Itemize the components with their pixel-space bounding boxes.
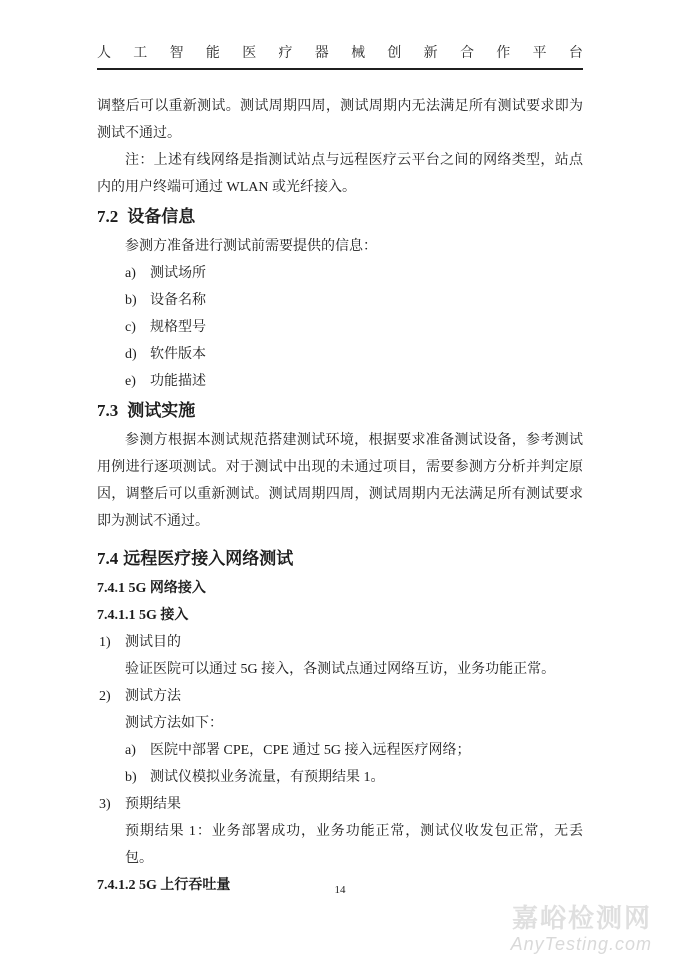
item-3-body: 预期结果 1：业务部署成功，业务功能正常，测试仪收发包正常，无丢包。	[125, 824, 583, 866]
section-title: 远程医疗接入网络测试	[123, 549, 294, 568]
list-item	[97, 287, 583, 314]
sub-list-item	[97, 764, 583, 791]
list-marker: b)	[125, 770, 137, 785]
watermark	[511, 903, 652, 955]
item-marker: 3)	[99, 797, 111, 812]
item-title: 测试方法	[125, 689, 181, 704]
item-1-body: 验证医院可以通过 5G 接入，各测试点通过网络互访，业务功能正常。	[125, 662, 556, 677]
list-item	[97, 314, 583, 341]
page-number: 14	[334, 884, 346, 896]
item-marker: 1)	[99, 635, 111, 650]
section-number: 7.2	[97, 207, 119, 226]
section-heading-7-2	[97, 201, 583, 233]
list-item-text: 设备名称	[150, 293, 206, 308]
watermark-url: AnyTesting.com	[510, 934, 652, 954]
section-number: 7.4	[97, 549, 119, 568]
numbered-item-2	[97, 683, 583, 710]
list-item-text: 测试场所	[150, 266, 206, 281]
list-marker: b)	[125, 293, 137, 308]
numbered-item-3	[97, 791, 583, 818]
header-title: 人 工 智 能 医 疗 器 械 创 新 合 作 平 台	[97, 46, 583, 70]
item-2-body: 测试方法如下：	[125, 716, 223, 731]
list-marker: a)	[125, 266, 136, 281]
sub-list-item	[97, 737, 583, 764]
paragraph-continuation: 调整后可以重新测试。测试周期四周，测试周期内无法满足所有测试要求即为测试不通过。	[97, 99, 583, 141]
list-item	[97, 341, 583, 368]
section-heading-7-4-1: 7.4.1 5G 网络接入	[97, 581, 206, 596]
paragraph-7-3: 参测方根据本测试规范搭建测试环境，根据要求准备测试设备，参考测试用例进行逐项测试。对于测试中出现的未通过项目，需要参测方分析并判定原因，调整后可以重新测试。测试周期四周，测试周期内无法满足所有测试要求即为测试不通过。	[97, 433, 583, 529]
list-marker: c)	[125, 320, 136, 335]
section-title: 设备信息	[127, 207, 196, 226]
numbered-item-1	[97, 629, 583, 656]
intro-7-2: 参测方准备进行测试前需要提供的信息：	[125, 239, 377, 254]
list-item-text: 软件版本	[150, 347, 206, 362]
note-paragraph: 注：上述有线网络是指测试站点与远程医疗云平台之间的网络类型，站点内的用户终端可通过 WLAN 或光纤接入。	[97, 153, 583, 195]
list-item-text: 测试仪模拟业务流量，有预期结果 1。	[150, 770, 385, 785]
page-header	[97, 0, 583, 70]
list-item	[97, 368, 583, 395]
section-number: 7.3	[97, 401, 119, 420]
item-title: 预期结果	[125, 797, 181, 812]
section-heading-7-4	[97, 543, 583, 575]
section-heading-7-3	[97, 395, 583, 427]
item-marker: 2)	[99, 689, 111, 704]
item-title: 测试目的	[125, 635, 181, 650]
section-title: 测试实施	[127, 401, 196, 420]
list-item-text: 规格型号	[150, 320, 206, 335]
watermark-chinese: 嘉峪检测网	[511, 903, 652, 933]
list-marker: a)	[125, 743, 136, 758]
list-item	[97, 260, 583, 287]
list-item-text: 功能描述	[150, 374, 206, 389]
section-heading-7-4-1-2: 7.4.1.2 5G 上行吞吐量	[97, 878, 231, 893]
list-marker: d)	[125, 347, 137, 362]
list-item-text: 医院中部署 CPE，CPE 通过 5G 接入远程医疗网络；	[150, 743, 471, 758]
list-marker: e)	[125, 374, 136, 389]
section-heading-7-4-1-1: 7.4.1.1 5G 接入	[97, 608, 189, 623]
